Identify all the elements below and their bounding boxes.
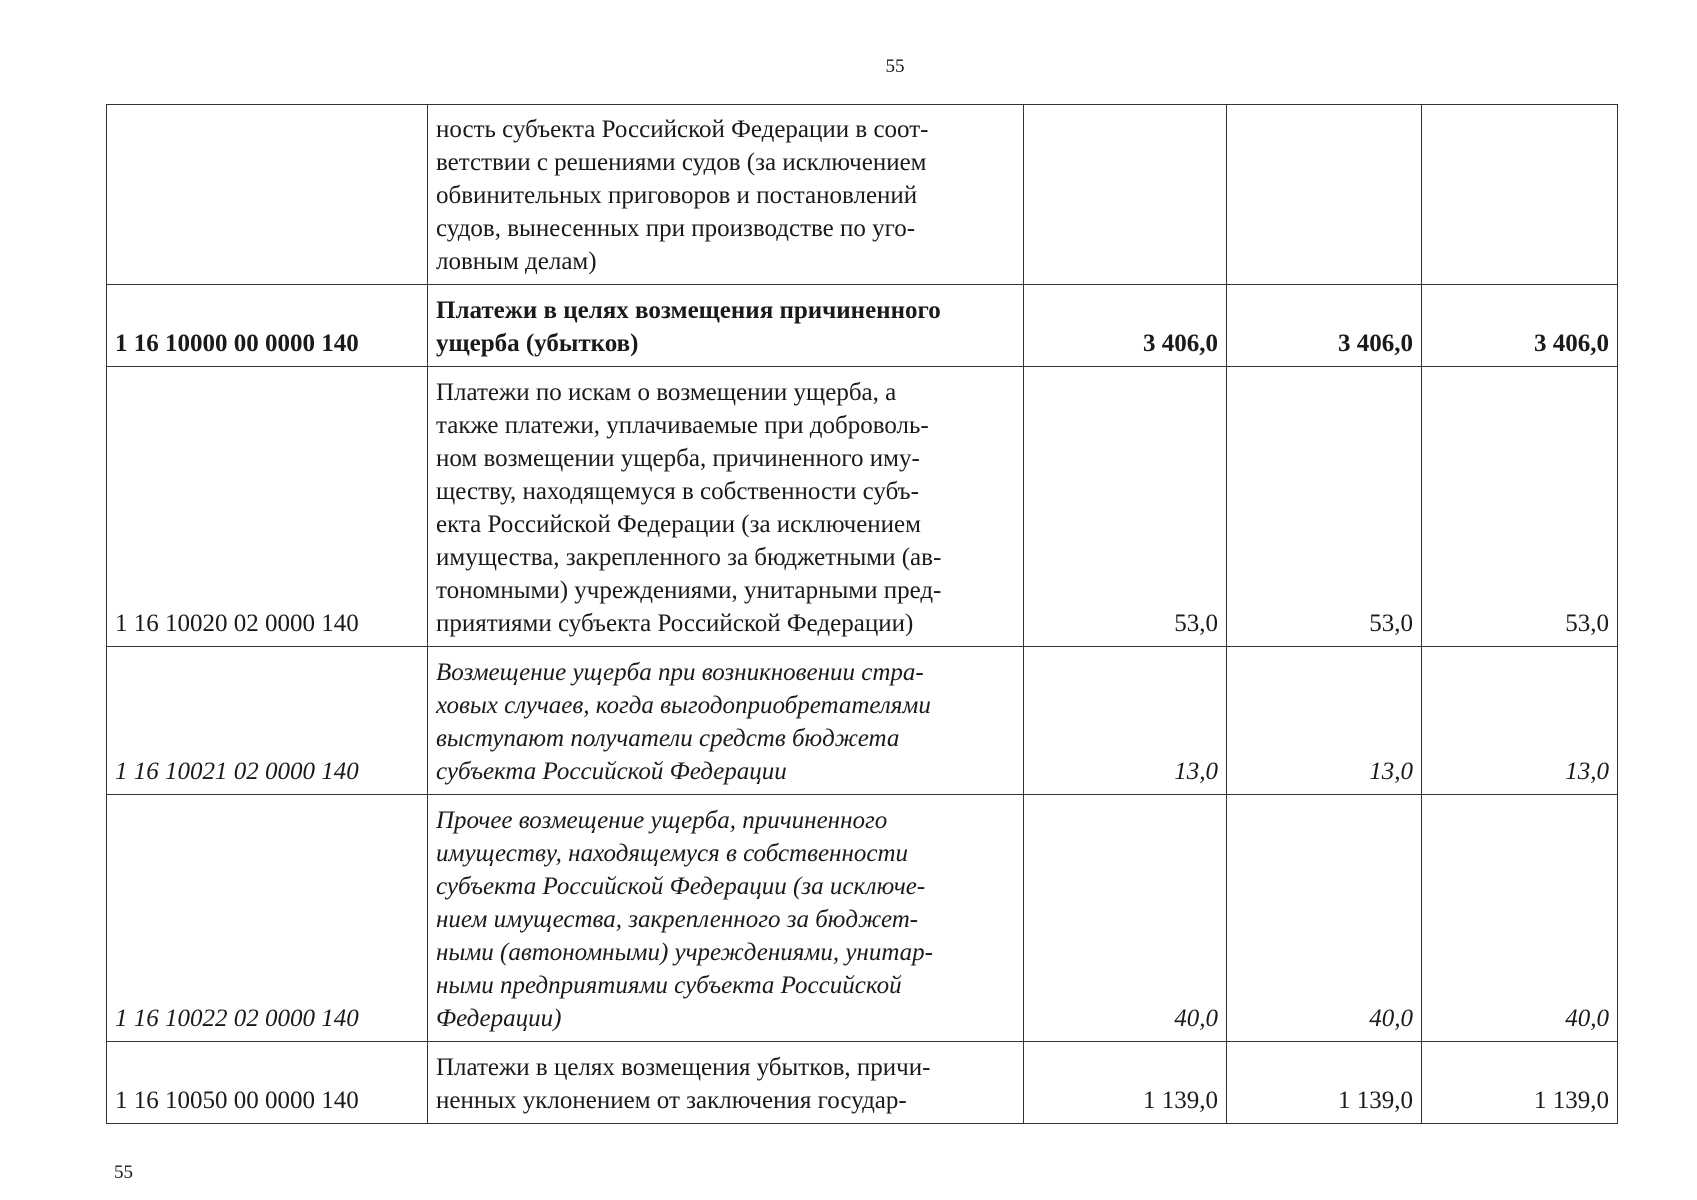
description-cell — [428, 1042, 1024, 1124]
description-line: нием имущества, закрепленного за бюджет- — [436, 906, 919, 933]
amount-cell: 1 139,0 — [1422, 1042, 1618, 1124]
description-line: Возмещение ущерба при возникновении стра- — [436, 659, 924, 686]
description-cell — [428, 285, 1024, 367]
amount-cell: 40,0 — [1227, 795, 1422, 1042]
table-row — [107, 1042, 1618, 1124]
description-line: Платежи по искам о возмещении ущерба, а — [436, 379, 897, 406]
description-line: субъекта Российской Федерации — [436, 758, 787, 785]
budget-code-cell: 1 16 10021 02 0000 140 — [107, 647, 428, 795]
amount-cell: 53,0 — [1227, 367, 1422, 647]
description-line: екта Российской Федерации (за исключением — [436, 511, 921, 538]
amount-cell: 13,0 — [1024, 647, 1227, 795]
budget-revenue-table — [106, 104, 1618, 1124]
description-line: обвинительных приговоров и постановлений — [436, 182, 918, 209]
description-line: также платежи, уплачиваемые при доброволь- — [436, 412, 929, 439]
budget-code-cell: 1 16 10020 02 0000 140 — [107, 367, 428, 647]
amount-cell: 1 139,0 — [1024, 1042, 1227, 1124]
budget-code-cell: 1 16 10022 02 0000 140 — [107, 795, 428, 1042]
amount-cell: 3 406,0 — [1024, 285, 1227, 367]
description-line: Федерации) — [436, 1005, 562, 1032]
budget-code-cell: 1 16 10050 00 0000 140 — [107, 1042, 428, 1124]
description-line: ными (автономными) учреждениями, унитар- — [436, 939, 933, 966]
description-line: ховых случаев, когда выгодоприобретателями — [436, 692, 931, 719]
description-line: Платежи в целях возмещения причиненного — [436, 297, 941, 324]
description-line: ществу, находящемуся в собственности субъ- — [436, 478, 919, 505]
amount-cell: 40,0 — [1422, 795, 1618, 1042]
amount-cell — [1227, 105, 1422, 285]
description-line: ном возмещении ущерба, причиненного иму- — [436, 445, 920, 472]
amount-cell: 40,0 — [1024, 795, 1227, 1042]
amount-cell: 53,0 — [1422, 367, 1618, 647]
amount-cell: 53,0 — [1024, 367, 1227, 647]
description-line: Платежи в целях возмещения убытков, причи- — [436, 1054, 931, 1081]
amount-cell — [1422, 105, 1618, 285]
page-number-bottom: 55 — [114, 1162, 133, 1183]
description-line: выступают получатели средств бюджета — [436, 725, 900, 752]
amount-cell: 1 139,0 — [1227, 1042, 1422, 1124]
page-number-top: 55 — [885, 56, 905, 77]
description-line: имуществу, находящемуся в собственности — [436, 840, 909, 867]
table-row — [107, 795, 1618, 1042]
amount-cell: 3 406,0 — [1227, 285, 1422, 367]
description-line: тономными) учреждениями, унитарными пред- — [436, 577, 942, 604]
budget-code-cell — [107, 105, 428, 285]
description-cell — [428, 795, 1024, 1042]
description-line: ность субъекта Российской Федерации в соот- — [436, 116, 929, 143]
description-line: приятиями субъекта Российской Федерации) — [436, 610, 914, 637]
amount-cell: 3 406,0 — [1422, 285, 1618, 367]
description-line: ненных уклонением от заключения государ- — [436, 1087, 907, 1114]
description-line: ными предприятиями субъекта Российской — [436, 972, 902, 999]
amount-cell — [1024, 105, 1227, 285]
description-cell — [428, 105, 1024, 285]
description-line: ветствии с решениями судов (за исключением — [436, 149, 927, 176]
description-line: Прочее возмещение ущерба, причиненного — [436, 807, 888, 834]
description-cell — [428, 647, 1024, 795]
budget-code-cell: 1 16 10000 00 0000 140 — [107, 285, 428, 367]
description-line: ловным делам) — [436, 248, 597, 275]
table-row — [107, 367, 1618, 647]
amount-cell: 13,0 — [1422, 647, 1618, 795]
description-line: субъекта Российской Федерации (за исключе- — [436, 873, 926, 900]
description-line: имущества, закрепленного за бюджетными (ав- — [436, 544, 942, 571]
table-row — [107, 105, 1618, 285]
description-line: ущерба (убытков) — [436, 330, 639, 357]
description-cell — [428, 367, 1024, 647]
table-row — [107, 285, 1618, 367]
description-line: судов, вынесенных при производстве по уго- — [436, 215, 916, 242]
amount-cell: 13,0 — [1227, 647, 1422, 795]
table-row — [107, 647, 1618, 795]
